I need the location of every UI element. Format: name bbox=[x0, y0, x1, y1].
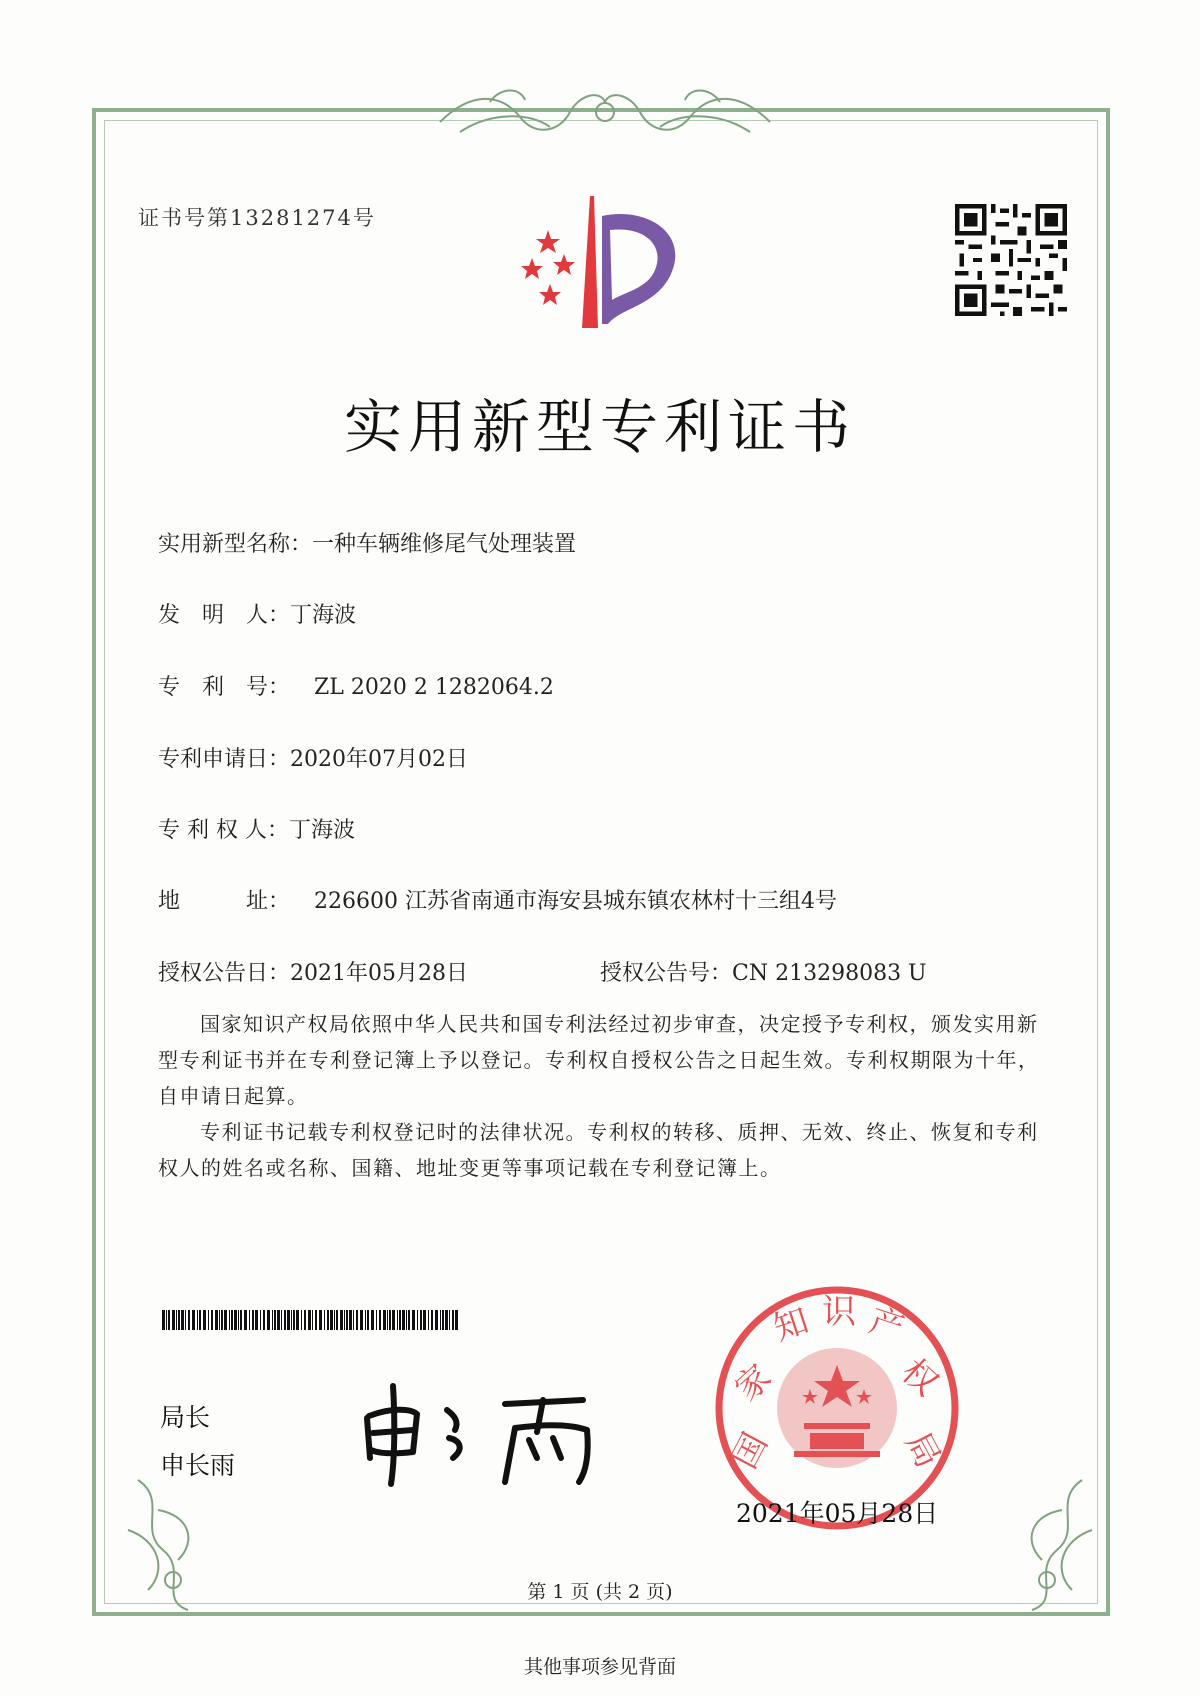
top-ornament-icon bbox=[430, 82, 780, 144]
patentee-value: 丁海波 bbox=[288, 818, 355, 843]
grant-date-row bbox=[158, 956, 468, 987]
grant-number-row bbox=[600, 956, 927, 987]
director-name: 申长雨 bbox=[160, 1451, 236, 1480]
inventor-label: 发 明 人： bbox=[158, 603, 291, 628]
patent-number-value: ZL 2020 2 1282064.2 bbox=[314, 675, 554, 700]
utility-name-row bbox=[158, 527, 576, 558]
patent-number-label: 专 利 号： bbox=[158, 675, 291, 700]
utility-name-label: 实用新型名称： bbox=[158, 532, 313, 557]
svg-text:权: 权 bbox=[893, 1351, 946, 1404]
certificate-number: 证书号第13281274号 bbox=[138, 206, 376, 230]
cnipa-logo-icon bbox=[520, 196, 695, 331]
inventor-value: 丁海波 bbox=[290, 603, 357, 628]
director-signature bbox=[355, 1378, 605, 1488]
svg-text:知: 知 bbox=[768, 1300, 814, 1350]
svg-text:识: 识 bbox=[822, 1292, 856, 1332]
svg-text:家: 家 bbox=[727, 1356, 780, 1410]
certificate-title: 实用新型专利证书 bbox=[343, 393, 856, 461]
seal-date: 2021年05月28日 bbox=[736, 1499, 939, 1528]
grant-number-value: CN 213298083 U bbox=[732, 961, 927, 986]
barcode-icon bbox=[162, 1310, 458, 1330]
grant-date-label: 授权公告日： bbox=[158, 961, 291, 986]
application-date-label: 专利申请日： bbox=[158, 747, 291, 772]
director-title: 局长 bbox=[160, 1403, 211, 1432]
patentee-row bbox=[158, 813, 355, 844]
grant-number-label: 授权公告号： bbox=[600, 961, 733, 986]
address-row bbox=[158, 884, 837, 915]
inventor-row bbox=[158, 598, 356, 629]
address-label: 地 址： bbox=[158, 889, 291, 914]
svg-text:国: 国 bbox=[724, 1426, 776, 1476]
page-number: 第 1 页 (共 2 页) bbox=[527, 1581, 673, 1603]
utility-name-value: 一种车辆维修尾气处理装置 bbox=[312, 532, 577, 557]
qr-code-icon bbox=[955, 204, 1067, 316]
svg-text:产: 产 bbox=[864, 1300, 909, 1350]
application-date-value: 2020年07月02日 bbox=[290, 747, 468, 772]
svg-text:局: 局 bbox=[896, 1425, 949, 1475]
legal-paragraph-2: 专利证书记载专利权登记时的法律状况。专利权的转移、质押、无效、终止、恢复和专利权人的姓名或名称、国籍、地址变更等事项记载在专利登记簿上。 bbox=[158, 1120, 1039, 1180]
address-value: 226600 江苏省南通市海安县城东镇农林村十三组4号 bbox=[314, 889, 837, 914]
patentee-label: 专 利 权 人： bbox=[158, 818, 289, 843]
grant-date-value: 2021年05月28日 bbox=[290, 961, 468, 986]
legal-paragraph-1: 国家知识产权局依照中华人民共和国专利法经过初步审查，决定授予专利权，颁发实用新型专利证书并在专利登记簿上予以登记。专利权自授权公告之日起生效。专利权期限为十年，自申请日起算。 bbox=[158, 1012, 1040, 1108]
patent-number-row bbox=[158, 670, 554, 701]
back-note: 其他事项参见背面 bbox=[523, 1656, 676, 1678]
application-date-row bbox=[158, 742, 468, 773]
